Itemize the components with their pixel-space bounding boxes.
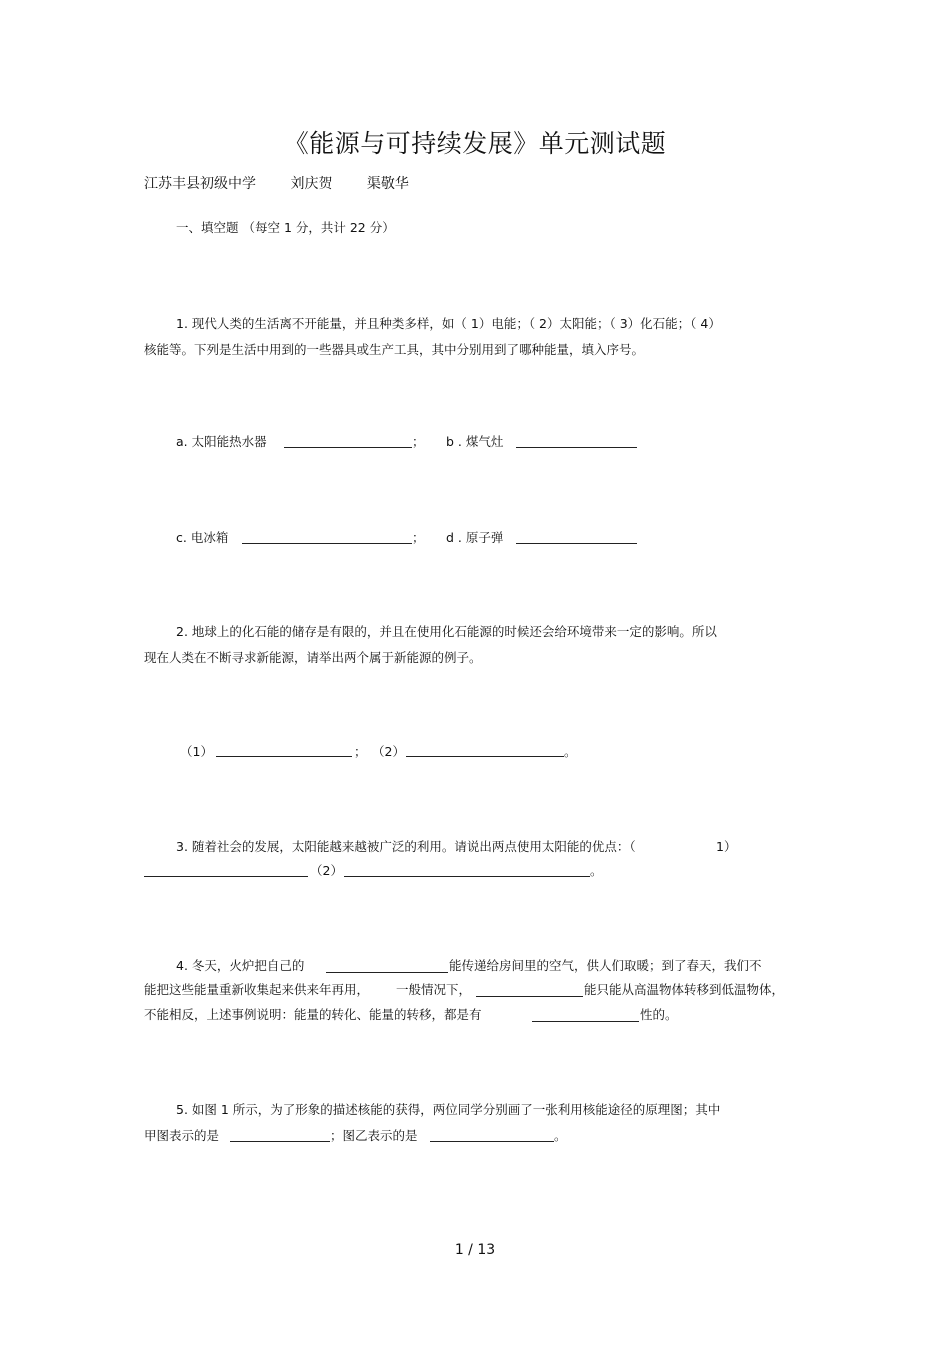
q5-line-1: 5. 如图 1 所示，为了形象的描述核能的获得，两位同学分别画了一张利用核能途径的原理图；其中: [176, 1102, 721, 1117]
q4-text-c: 能把这些能量重新收集起来供来年再用，: [144, 982, 370, 997]
q4-blank-3[interactable]: [532, 1021, 639, 1022]
q1-item-d-label: d . 原子弹: [446, 530, 504, 545]
author-name-2: 渠敬华: [366, 176, 409, 192]
q2-end: 。: [564, 744, 577, 759]
q1-item-b-blank[interactable]: [516, 447, 637, 448]
q3-end: 。: [590, 863, 603, 878]
q4-blank-1[interactable]: [326, 972, 448, 973]
q4-text-f: 不能相反，上述事例说明：能量的转化、能量的转移，都是有: [144, 1007, 482, 1022]
q2-answer-2-label: （2）: [372, 744, 405, 759]
q5-blank-1[interactable]: [230, 1141, 330, 1142]
q1-item-b-label: b . 煤气灶: [446, 434, 504, 449]
q4-text-d: 一般情况下，: [396, 982, 472, 997]
q3-line-1: 3. 随着社会的发展，太阳能越来越被广泛的利用。请说出两点使用太阳能的优点：（: [176, 839, 636, 854]
q2-answer-2-blank[interactable]: [406, 756, 564, 757]
author-name-1: 刘庆贺: [290, 176, 333, 192]
q3-answer-2-blank[interactable]: [344, 876, 590, 877]
q2-line-1: 2. 地球上的化石能的储存是有限的，并且在使用化石能源的时候还会给环境带来一定的影响。所以: [176, 624, 717, 639]
q1-item-d-blank[interactable]: [516, 543, 637, 544]
q2-answer-1-label: （1）: [180, 744, 213, 759]
q3-answer-2-label: （2）: [310, 863, 343, 878]
q5-text-sep: ；图乙表示的是: [330, 1128, 418, 1143]
q3-answer-1-blank[interactable]: [144, 876, 308, 877]
page-title: 《能源与可持续发展》单元测试题: [283, 129, 667, 158]
q2-line-2: 现在人类在不断寻求新能源，请举出两个属于新能源的例子。: [144, 650, 482, 665]
author-school: 江苏丰县初级中学: [144, 176, 256, 192]
q5-blank-2[interactable]: [430, 1141, 554, 1142]
q1-item-c-label: c. 电冰箱: [176, 530, 229, 545]
q1-line-2: 核能等。下列是生活中用到的一些器具或生产工具，其中分别用到了哪种能量，填入序号。: [144, 342, 645, 357]
q4-text-b: 能传递给房间里的空气，供人们取暖；到了春天，我们不: [449, 958, 762, 973]
q1-item-a-label: a. 太阳能热水器: [176, 434, 267, 449]
q1-item-a-blank[interactable]: [284, 447, 412, 448]
page-number: 1 / 13: [454, 1242, 496, 1258]
q1-item-c-blank[interactable]: [242, 543, 412, 544]
q1-sep-2: ；: [412, 530, 425, 545]
q4-text-g: 性的。: [640, 1007, 678, 1022]
section-heading: 一、填空题 （每空 1 分，共计 22 分）: [176, 220, 395, 235]
q4-blank-2[interactable]: [476, 996, 583, 997]
q5-text-a: 甲图表示的是: [144, 1128, 220, 1143]
q3-line-1-end: 1）: [716, 839, 737, 854]
q4-text-e: 能只能从高温物体转移到低温物体，: [584, 982, 785, 997]
q5-end: 。: [554, 1128, 567, 1143]
q4-text-a: 4. 冬天，火炉把自己的: [176, 958, 305, 973]
q1-line-1: 1. 现代人类的生活离不开能量，并且种类多样，如（ 1）电能；（ 2）太阳能；（ 3）化石能；（ 4）: [176, 316, 721, 331]
q1-sep-1: ；: [412, 434, 425, 449]
q2-answer-1-blank[interactable]: [216, 756, 352, 757]
q2-sep: ；: [354, 744, 367, 759]
author-line: [144, 173, 439, 193]
